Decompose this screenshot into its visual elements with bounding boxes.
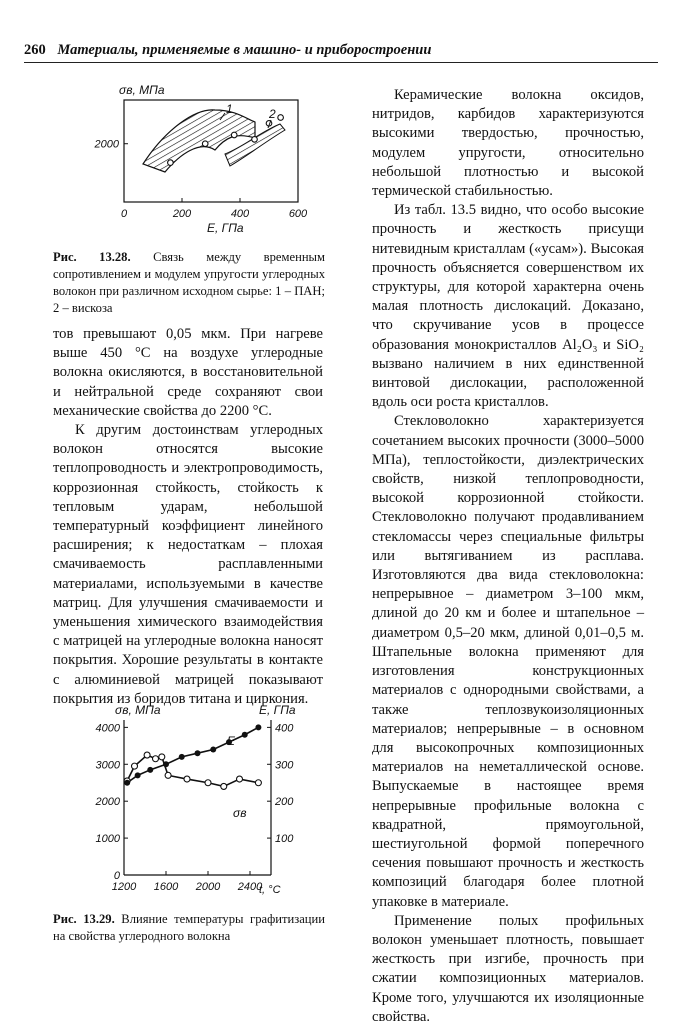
caption-label: Рис. 13.28.: [53, 250, 131, 264]
right-tick-label: 200: [275, 796, 294, 809]
sigma-point: [237, 776, 243, 782]
page-number: 260: [24, 42, 46, 58]
curve-sigma-label: σв: [233, 806, 247, 820]
left-tick-label: 2000: [95, 796, 120, 809]
x-tick-label: 600: [288, 208, 308, 220]
sigma-point: [153, 756, 159, 762]
paragraph: К другим достоинствам углеродных волокон относятся высокие теплопроводность и электропроводимость, коррозионная стойкость, стойкость к тепловым ударам, небольшой температурный коэффициент линейного расширения; к недостаткам – плохая смачиваемость расплавленными материалами, используемыми в качестве матриц. Для улучшения смачиваемости и уменьшения химического взаимодействия с матрицей на углеродные волокна наносят покрытия. Хорошие результаты в контакте с алюминиевой матрицей показывают покрытия из боридов титана и циркония.: [53, 422, 323, 707]
sigma-point: [184, 776, 190, 782]
sigma-point: [255, 780, 261, 786]
left-text-column: [53, 325, 323, 709]
x-tick-label: 1600: [153, 881, 179, 893]
right-tick-label: 300: [275, 759, 294, 772]
figure-13-28: [85, 80, 325, 240]
x-tick-label: 2000: [195, 881, 221, 893]
figure-13-29: [85, 700, 325, 905]
E-point: [135, 772, 141, 778]
paragraph: Керамические волокна оксидов, нитридов, карбидов характеризуются высокими твердостью, прочностью, модулем упругости, относительно небольшой плотностью и высокой термической стабильностью.: [372, 87, 644, 200]
header-rule: [24, 62, 658, 63]
left-tick-label: 1000: [95, 833, 120, 846]
curve-2-label: 2: [269, 107, 276, 121]
right-text-column: [372, 86, 644, 1027]
data-point: [168, 160, 174, 166]
data-point: [231, 132, 237, 138]
right-tick-label: 400: [275, 722, 294, 735]
curve-1-label: 1: [226, 102, 233, 116]
x-tick-label: 400: [230, 208, 250, 220]
right-tick-label: 100: [275, 833, 294, 846]
left-tick-label: 4000: [95, 722, 120, 735]
right-axis-label: E, ГПа: [259, 703, 296, 717]
caption-label: Рис. 13.29.: [53, 912, 115, 926]
data-point: [278, 115, 284, 121]
paragraph: Применение полых профильных волокон уменьшает плотность, повышает жесткость при изгибе, прочность при сжатии композиционных материалов. Кроме того, улучшаются их изоляционные свойства.: [372, 912, 644, 1025]
sigma-point: [165, 772, 171, 778]
sigma-point: [144, 752, 150, 758]
E-point: [147, 767, 153, 773]
curve-E-label: E: [227, 734, 236, 748]
figure-13-29-caption: [53, 911, 325, 945]
x-tick-label: 2400: [237, 881, 263, 893]
E-point: [210, 747, 216, 753]
sigma-point: [132, 763, 138, 769]
caption-text: Влияние температуры графитизации на свойства углеродного волокна: [53, 912, 326, 943]
data-point: [252, 137, 258, 143]
E-point: [179, 754, 185, 760]
y-tick-label: 2000: [94, 138, 119, 151]
x-axis-unit: t, °C: [259, 884, 281, 896]
x-axis-label: E, ГПа: [207, 221, 244, 235]
sigma-point: [221, 783, 227, 789]
data-point: [202, 141, 208, 147]
left-tick-label: 3000: [95, 759, 120, 772]
paragraph: Из табл. 13.5 видно, что особо высокие прочность и жесткость присущи нитевидным кристаллам («усам»). Высокая прочность объясняется совершенством их структуры, для которой характерна очень малая плотность дислокаций. Доказано, что скручивание усов в процессе образования монокристаллов Al₂O₃ и SiO₂ вызвано наличием в них единственной винтовой дислокации, расположенной вдоль оси роста кристаллов.: [372, 202, 644, 411]
E-point: [195, 750, 201, 756]
caption-text: Связь между временным сопротивлением и модулем упругости углеродных волокон при различном исходном сырье: 1 – ПАН; 2 – вискоза: [53, 250, 325, 315]
pan-band: [143, 110, 255, 172]
sigma-point: [205, 780, 211, 786]
E-point: [163, 761, 169, 767]
E-point: [124, 780, 130, 786]
y-axis-label: σв, МПа: [119, 83, 165, 97]
paragraph: Стекловолокно характеризуется сочетанием высоких прочности (3000–5000 МПа), теплостойкости, диэлектрических свойств, низкой теплопроводности, высокой коррозионной стойкости. Стекловолокно получают продавливанием стекломассы через специальные фильтры или вытягиванием из расплава. Изготовляются два вида стекловолокна: непрерывное – диаметром 3–100 мкм, длиной до 20 км и более и штапельное – диаметром 0,5–20 мкм, длиной 0,01–0,5 м. Штапельные волокна применяют для изготовления конструкционных материалов с однородными свойствами, а также теплозвукоизоляционных материалов; непрерывные – в основном для высокопрочных композиционных материалов на неметаллической основе. Выпускаемые в настоящее время непрерывные профильные волокна с квадратной, прямоугольной, шестиугольной формой поперечного сечения повышают прочность и жесткость композиций благодаря более плотной упаковке в материале.: [372, 413, 644, 910]
paragraph: тов превышают 0,05 мкм. При нагреве выше 450 °С на воздухе углеродные волокна окисляются, в восстановительной и нейтральной среде сохраняют свои механические свойства до 2200 °С.: [53, 326, 323, 419]
left-axis-label: σв, МПа: [115, 703, 161, 717]
x-tick-label: 200: [172, 208, 192, 220]
left-tick-label: 0: [113, 870, 120, 882]
E-point: [255, 724, 261, 730]
x-tick-label: 1200: [111, 881, 137, 893]
E-point: [242, 732, 248, 738]
x-tick-label: 0: [120, 208, 128, 220]
running-header: [24, 42, 644, 59]
figure-13-28-caption: [53, 249, 325, 317]
sigma-point: [159, 754, 165, 760]
running-title: Материалы, применяемые в машино- и приборостроении: [57, 42, 432, 58]
